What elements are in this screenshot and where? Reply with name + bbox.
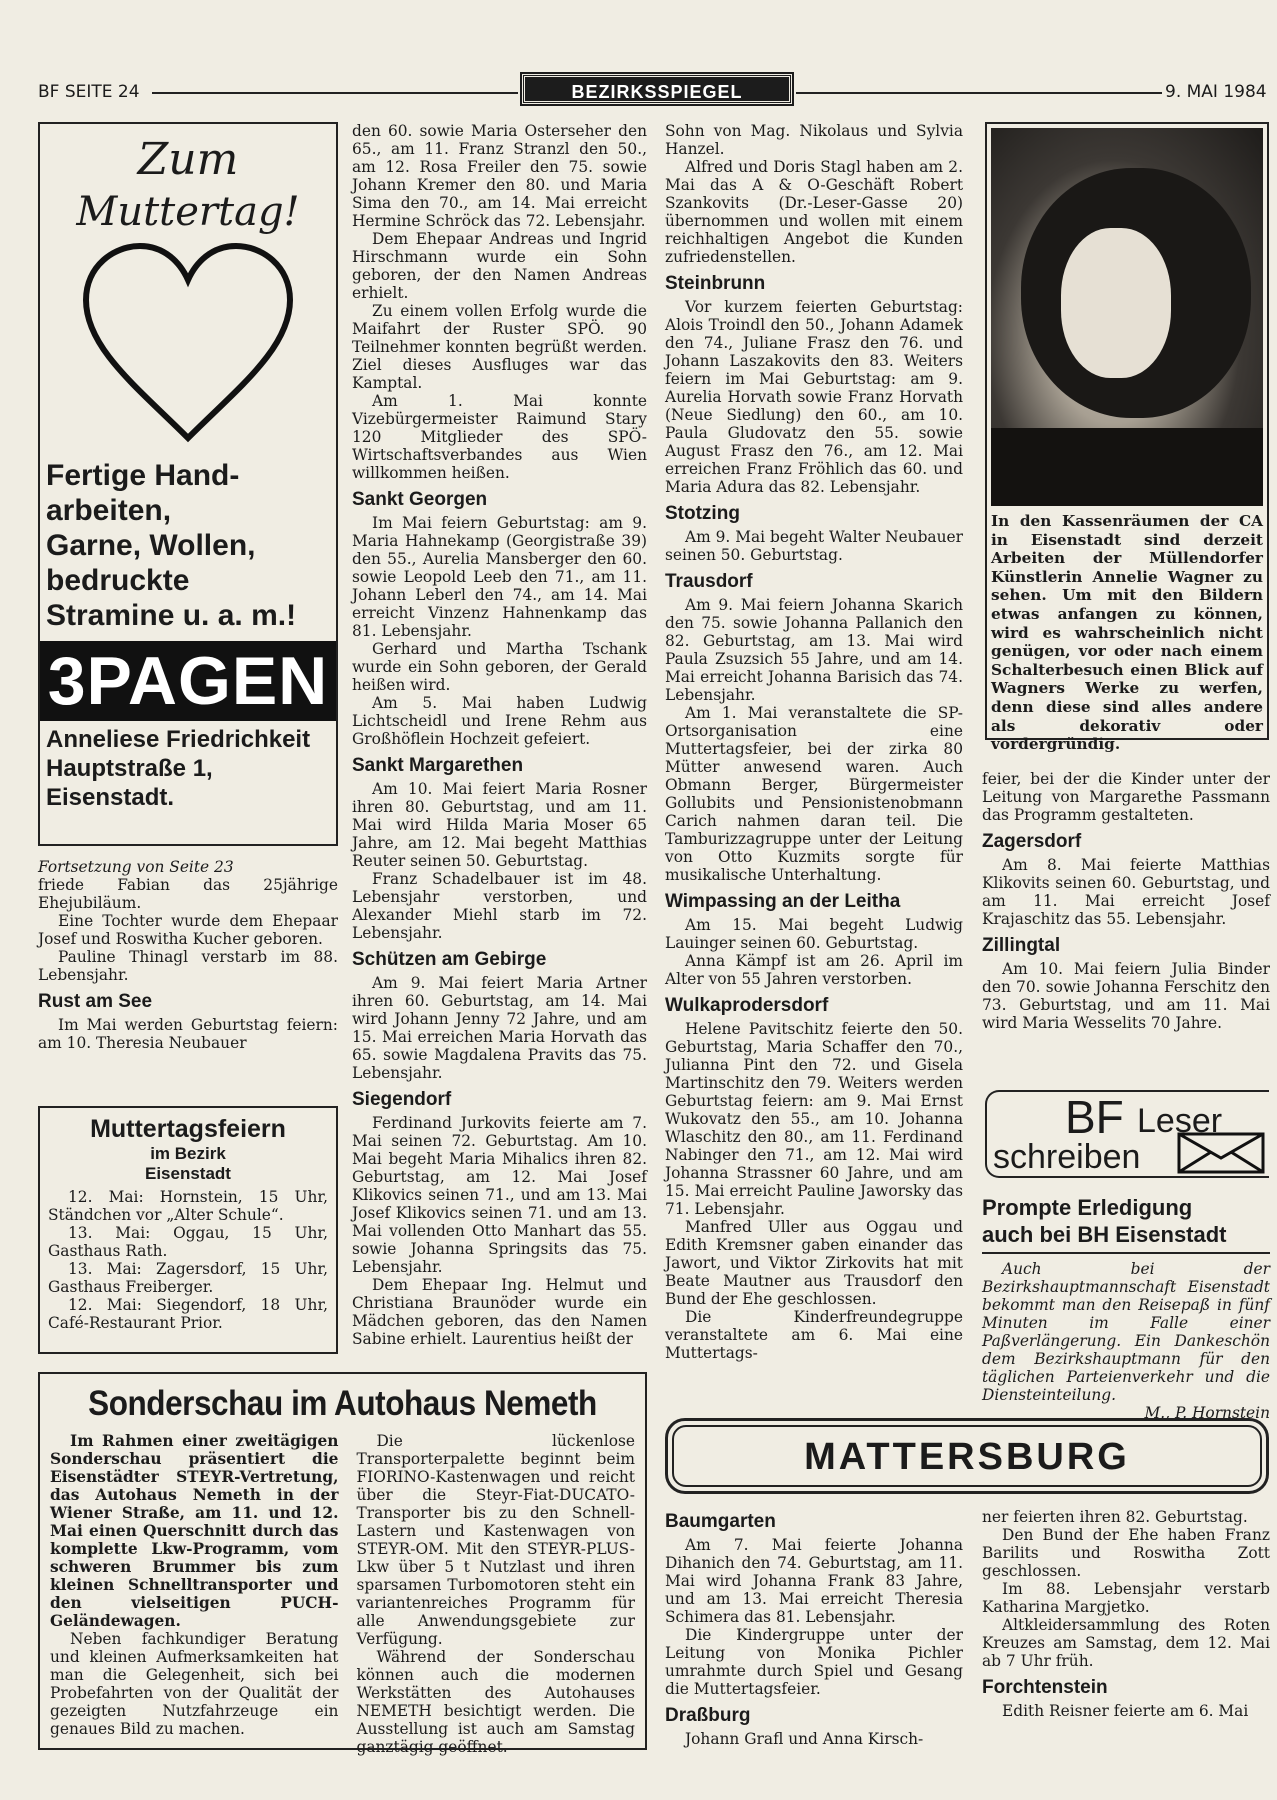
section-banner: BEZIRKSSPIEGEL — [522, 74, 792, 104]
brand-logo: 3PAGEN — [40, 641, 336, 721]
article-paragraph: Vor kurzem feierten Geburtstag: Alois Troindl den 50., Johann Adamek den 74., Juliane Frasz den 76. und Johann Laszakovits den 83. Weiters feiern im Mai Geburtstag: am 9. Aurelia Horvath sowie Franz Horvath (Neue Siedlung) den 60., am 10. Paula Gludovatz den 55. sowie August Frasz den 76., am 12. Mai erreichen Franz Fröhlich das 60. und Maria Adura das 82. Lebensjahr. — [665, 298, 963, 496]
ad-script-muttertag: Muttertag! — [76, 189, 300, 235]
article-paragraph: Am 15. Mai begeht Ludwig Lauinger seinen 60. Geburtstag. — [665, 916, 963, 952]
ad-script-zum: Zum — [137, 134, 239, 185]
article-paragraph: Alfred und Doris Stagl haben am 2. Mai das A & O-Geschäft Robert Szankovits (Dr.-Leser-Gasse 20) übernommen und wollen mit einem reichhaltigen Angebot die Kunden zufriedenstellen. — [665, 158, 963, 266]
logo-bf: BF — [1065, 1091, 1124, 1143]
continuation-note: Fortsetzung von Seite 23 — [38, 858, 234, 876]
section-heading: Siegendorf — [352, 1089, 452, 1110]
article-paragraph: Am 10. Mai feiern Julia Binder den 70. sowie Johanna Ferschitz den 73. Geburtstag, und am 11. Mai wird Maria Wesselits 70 Jahre. — [982, 960, 1270, 1032]
article-paragraph: Am 9. Mai feiern Johanna Skarich den 75. sowie Johanna Pallanich den 82. Geburtstag, am 13. Mai wird Paula Zsuzsich 55 Jahre, und am 14. Mai erreicht Johanna Barisich das 74. Lebensjahr. — [665, 596, 963, 704]
mattersburg-column-left — [665, 1504, 963, 1748]
article-paragraph: Eine Tochter wurde dem Ehepaar Josef und Roswitha Kucher geboren. — [38, 912, 338, 948]
article-paragraph: Die Kindergruppe unter der Leitung von Monika Pichler umrahmte durch Spiel und Gesang die Muttertagsfeier. — [665, 1626, 963, 1698]
ad-text-line: arbeiten, — [46, 494, 172, 527]
article-paragraph: Pauline Thinagl verstarb im 88. Lebensjahr. — [38, 948, 338, 984]
mattersburg-title: MATTERSBURG — [672, 1425, 1262, 1487]
event-item: 13. Mai: Oggau, 15 Uhr, Gasthaus Rath. — [48, 1224, 328, 1260]
ad-address-line: Anneliese Friedrichkeit — [46, 726, 311, 753]
photo-caption: In den Kassenräumen der CA in Eisenstadt sind derzeit Arbeiten der Müllendorfer Künstlerin Annelie Wagner zu sehen. Um mit den Bildern etwas anfangen zu können, wird es wahrscheinlich nicht genügen, vor oder nach einem Schalterbesuch einen Blick auf Wagners Werke zu werfen, denn diese sind alles andere als dekorativ oder vordergründig. — [991, 512, 1263, 754]
muttertagsfeiern-box — [38, 1106, 338, 1354]
article-paragraph: Franz Schadelbauer ist im 48. Lebensjahr verstorben, und Alexander Miehl starb im 72. Lebensjahr. — [352, 870, 647, 942]
box-title: Muttertagsfeiern — [90, 1115, 286, 1143]
page-number: BF SEITE 24 — [38, 82, 140, 102]
section-heading: Steinbrunn — [665, 273, 766, 294]
mattersburg-banner — [665, 1418, 1269, 1494]
ad-address-line: Eisenstadt. — [46, 784, 175, 811]
section-heading: Rust am See — [38, 991, 153, 1012]
box-subtitle: Eisenstadt — [145, 1164, 231, 1183]
column-2 — [352, 122, 647, 1348]
page-date: 9. MAI 1984 — [1165, 82, 1267, 102]
article-paragraph: Ferdinand Jurkovits feierte am 7. Mai seinen 72. Geburtstag. Am 10. Mai begeht Maria Mihalics ihren 82. Geburtstag, am 12. Mai Josef Klikovics seinen 71., und am 13. Mai Josef Klikovics seinen 71. und am 13. Mai vollenden Otto Manhart das 55. sowie Johanna Springsits das 75. Lebensjahr. — [352, 1114, 647, 1276]
letter-headline: Prompte Erledigung — [982, 1195, 1193, 1220]
photo-face — [1061, 228, 1171, 378]
column-4 — [982, 770, 1270, 1032]
letter-headline: auch bei BH Eisenstadt — [982, 1221, 1270, 1254]
ad-paragraph: Neben fachkundiger Beratung und kleinen Aufmerksamkeiten hat man die Gelegenheit, sich bei Probefahrten von der Qualität der gezeigten Nutzfahrzeuge ein genaues Bild zu machen. — [50, 1630, 339, 1738]
article-paragraph: Am 9. Mai feiert Maria Artner ihren 60. Geburtstag, am 14. Mai wird Johann Jenny 72 Jahre, und am 15. Mai erreichen Maria Horvath das 65. sowie Magdalena Pravits das 75. Lebensjahr. — [352, 974, 647, 1082]
section-heading: Zillingtal — [982, 935, 1061, 956]
article-paragraph: Zu einem vollen Erfolg wurde die Maifahrt der Ruster SPÖ. 90 Teilnehmer konnten begrüßt werden. Ziel dieses Ausfluges war das Kamptal. — [352, 302, 647, 392]
section-heading: Zagersdorf — [982, 831, 1082, 852]
envelope-icon — [1177, 1132, 1265, 1174]
box-subtitle: im Bezirk — [150, 1144, 226, 1163]
article-paragraph: Sohn von Mag. Nikolaus und Sylvia Hanzel. — [665, 122, 963, 158]
section-heading: Wulkaprodersdorf — [665, 995, 829, 1016]
muttertag-ad — [38, 122, 338, 846]
event-item: 12. Mai: Siegendorf, 18 Uhr, Café-Restaurant Prior. — [48, 1296, 328, 1332]
article-paragraph: Dem Ehepaar Andreas und Ingrid Hirschmann wurde ein Sohn geboren, der den Namen Andreas erhielt. — [352, 230, 647, 302]
section-heading: Wimpassing an der Leitha — [665, 891, 901, 912]
article-paragraph: Am 8. Mai feierte Matthias Klikovits seinen 60. Geburtstag, und am 11. Mai erreicht Josef Krajaschitz das 55. Lebensjahr. — [982, 856, 1270, 928]
article-paragraph: Im Mai feiern Geburtstag: am 9. Maria Hahnekamp (Georgistraße 39) den 55., Aurelia Mansberger den 60. sowie Leopold Leeb den 71., am 11. Johann Leberl den 74., am 14. Mai erreicht Vinzenz Hahnenkamp das 81. Lebensjahr. — [352, 514, 647, 640]
leser-schreiben-logo — [985, 1090, 1269, 1178]
article-paragraph: Johann Grafl und Anna Kirsch- — [685, 1730, 924, 1748]
ad-paragraph: Während der Sonderschau können auch die modernen Werkstätten des Autohauses NEMETH besichtigt werden. Die Ausstellung ist auch am Samstag ganztägig geöffnet. — [356, 1648, 635, 1756]
leser-letter — [982, 1194, 1270, 1422]
section-heading: Baumgarten — [665, 1511, 776, 1532]
article-paragraph: Am 1. Mai veranstaltete die SP-Ortsorganisation eine Muttertagsfeier, bei der zirka 80 Mütter anwesend waren. Auch Obmann Berger, Bürgermeister Gollubits und Pensionistenobmann Carich nahmen daran teil. Die Tamburizzagruppe unter der Leitung von Otto Kuzmits sorgte für musikalische Unterhaltung. — [665, 704, 963, 884]
article-paragraph: Am 5. Mai haben Ludwig Lichtscheidl und Irene Rehm aus Großhöflein Hochzeit gefeiert. — [352, 694, 647, 748]
heart-icon — [78, 238, 298, 448]
ad-address-line: Hauptstraße 1, — [46, 755, 213, 782]
header-rule-right — [796, 92, 1162, 94]
column-3 — [665, 122, 963, 1362]
article-paragraph: Die Kinderfreundegruppe veranstaltete am 6. Mai eine Muttertags- — [665, 1308, 963, 1362]
section-heading: Schützen am Gebirge — [352, 949, 547, 970]
photo-frame — [985, 122, 1269, 754]
logo-schreiben: schreiben — [993, 1138, 1141, 1176]
article-paragraph: Manfred Uller aus Oggau und Edith Kremsner gaben einander das Jawort, und Viktor Zirkovits hat mit Beate Mautner aus Trausdorf den Bund der Ehe geschlossen. — [665, 1218, 963, 1308]
section-heading: Forchtenstein — [982, 1677, 1108, 1698]
section-heading: Trausdorf — [665, 571, 753, 592]
article-paragraph: Am 7. Mai feierte Johanna Dihanich den 74. Geburtstag, am 11. Mai wird Johanna Frank 83 Jahre, und am 13. Mai erreicht Theresia Schimera das 81. Lebensjahr. — [665, 1536, 963, 1626]
column-1 — [38, 858, 338, 1052]
article-paragraph: Am 1. Mai konnte Vizebürgermeister Raimund Stary 120 Mitglieder des SPÖ-Wirtschaftsverbandes aus Wien willkommen heißen. — [352, 392, 647, 482]
article-paragraph: Altkleidersammlung des Roten Kreuzes am Samstag, dem 12. Mai ab 7 Uhr früh. — [982, 1616, 1270, 1670]
event-item: 12. Mai: Hornstein, 15 Uhr, Ständchen vor „Alter Schule“. — [48, 1188, 328, 1224]
section-heading: Sankt Margarethen — [352, 755, 524, 776]
ad-headline: Sonderschau im Autohaus Nemeth — [88, 1384, 597, 1423]
mattersburg-column-right — [982, 1508, 1270, 1720]
artist-photo — [991, 128, 1263, 506]
ad-text-line: Stramine u. a. m.! — [46, 599, 297, 632]
article-paragraph: Im Mai werden Geburtstag feiern: am 10. Theresia Neubauer — [38, 1016, 338, 1052]
article-paragraph: Dem Ehepaar Ing. Helmut und Christiana Braunöder wurde ein Mädchen geboren, das den Namen Sabine erhielt. Laurentius heißt der — [352, 1276, 647, 1348]
article-paragraph: Gerhard und Martha Tschank wurde ein Sohn geboren, der Gerald heißen wird. — [352, 640, 647, 694]
section-heading: Draßburg — [665, 1705, 751, 1726]
article-paragraph: Den Bund der Ehe haben Franz Barilits und Roswitha Zott geschlossen. — [982, 1526, 1270, 1580]
ad-text-line: Fertige Hand- — [46, 459, 240, 492]
article-paragraph: feier, bei der die Kinder unter der Leitung von Margarethe Passmann das Programm gestalteten. — [982, 770, 1270, 824]
ad-paragraph: Die lückenlose Transporterpalette beginnt beim FIORINO-Kastenwagen und reicht über die Steyr-Fiat-DUCATO-Transporter bis zu den Schnell-Lastern und Kastenwagen von STEYR-OM. Mit den STEYR-PLUS-Lkw über 5 t Nutzlast und ihren sparsamen Turbomotoren steht ein variantenreiches Programm für alle Anwendungsgebiete zur Verfügung. — [356, 1432, 635, 1648]
letter-body — [982, 1260, 1270, 1422]
article-paragraph: den 60. sowie Maria Osterseher den 65., am 11. Franz Stranzl den 50., am 12. Rosa Freiler den 75. sowie Johann Kremer den 80. und Maria Sima den 70., am 14. Mai erreicht Hermine Schröck das 72. Lebensjahr. — [352, 122, 647, 230]
ad-text-line: Garne, Wollen, — [46, 529, 256, 562]
article-paragraph: Am 9. Mai begeht Walter Neubauer seinen 50. Geburtstag. — [665, 528, 963, 564]
ad-lead-text: Im Rahmen einer zweitägigen Sonderschau präsentiert die Eisenstädter STEYR-Vertretung, das Autohaus Nemeth in der Wiener Straße, am 11. und 12. Mai einen Querschnitt durch das komplette Lkw-Programm, vom schweren Brummer bis zum kleinen Schnelltransporter und den vielseitigen PUCH-Geländewagen. — [50, 1432, 339, 1630]
section-heading: Stotzing — [665, 503, 740, 524]
article-paragraph: Anna Kämpf ist am 26. April im Alter von 55 Jahren verstorben. — [665, 952, 963, 988]
ad-text-line: bedruckte — [46, 564, 190, 597]
article-paragraph: Helene Pavitschitz feierte den 50. Geburtstag, Maria Schaffer den 70., Julianna Pint den 72. und Gisela Martinschitz den 79. Weiters werden Geburtstag feiern: am 9. Mai Ernst Wukovatz den 55., am 10. Johanna Wlaschitz den 80., am 11. Ferdinand Nabinger den 71., am 12. Mai wird Johanna Strassner 60 Jahre, und am 15. Mai erreicht Pauline Jaworsky das 71. Lebensjahr. — [665, 1020, 963, 1218]
article-paragraph: Edith Reisner feierte am 6. Mai — [1002, 1702, 1249, 1720]
header-rule-left — [152, 92, 518, 94]
article-paragraph: friede Fabian das 25jährige Ehejubiläum. — [38, 876, 338, 912]
logo-leser: Leser — [1137, 1102, 1223, 1140]
event-item: 13. Mai: Zagersdorf, 15 Uhr, Gasthaus Freiberger. — [48, 1260, 328, 1296]
letter-signature: M., P. Hornstein — [1144, 1404, 1270, 1422]
article-paragraph: Im 88. Lebensjahr verstarb Katharina Margjetko. — [982, 1580, 1270, 1616]
photo-body — [991, 428, 1263, 506]
sonderschau-ad — [38, 1372, 647, 1756]
article-paragraph: Am 10. Mai feiert Maria Rosner ihren 80. Geburtstag, und am 11. Mai wird Hilda Maria Moser 65 Jahre, am 12. Mai begeht Matthias Reuter seinen 50. Geburtstag. — [352, 780, 647, 870]
article-paragraph: ner feierten ihren 82. Geburtstag. — [982, 1508, 1248, 1526]
section-heading: Sankt Georgen — [352, 489, 488, 510]
letter-text: Auch bei der Bezirkshauptmannschaft Eisenstadt bekommt man den Reisepaß in fünf Minuten im Falle einer Paßverlängerung. Ein Dankeschön dem Bezirkshauptmann für den täglichen Parteienverkehr und die Diensteinteilung. — [982, 1260, 1270, 1404]
